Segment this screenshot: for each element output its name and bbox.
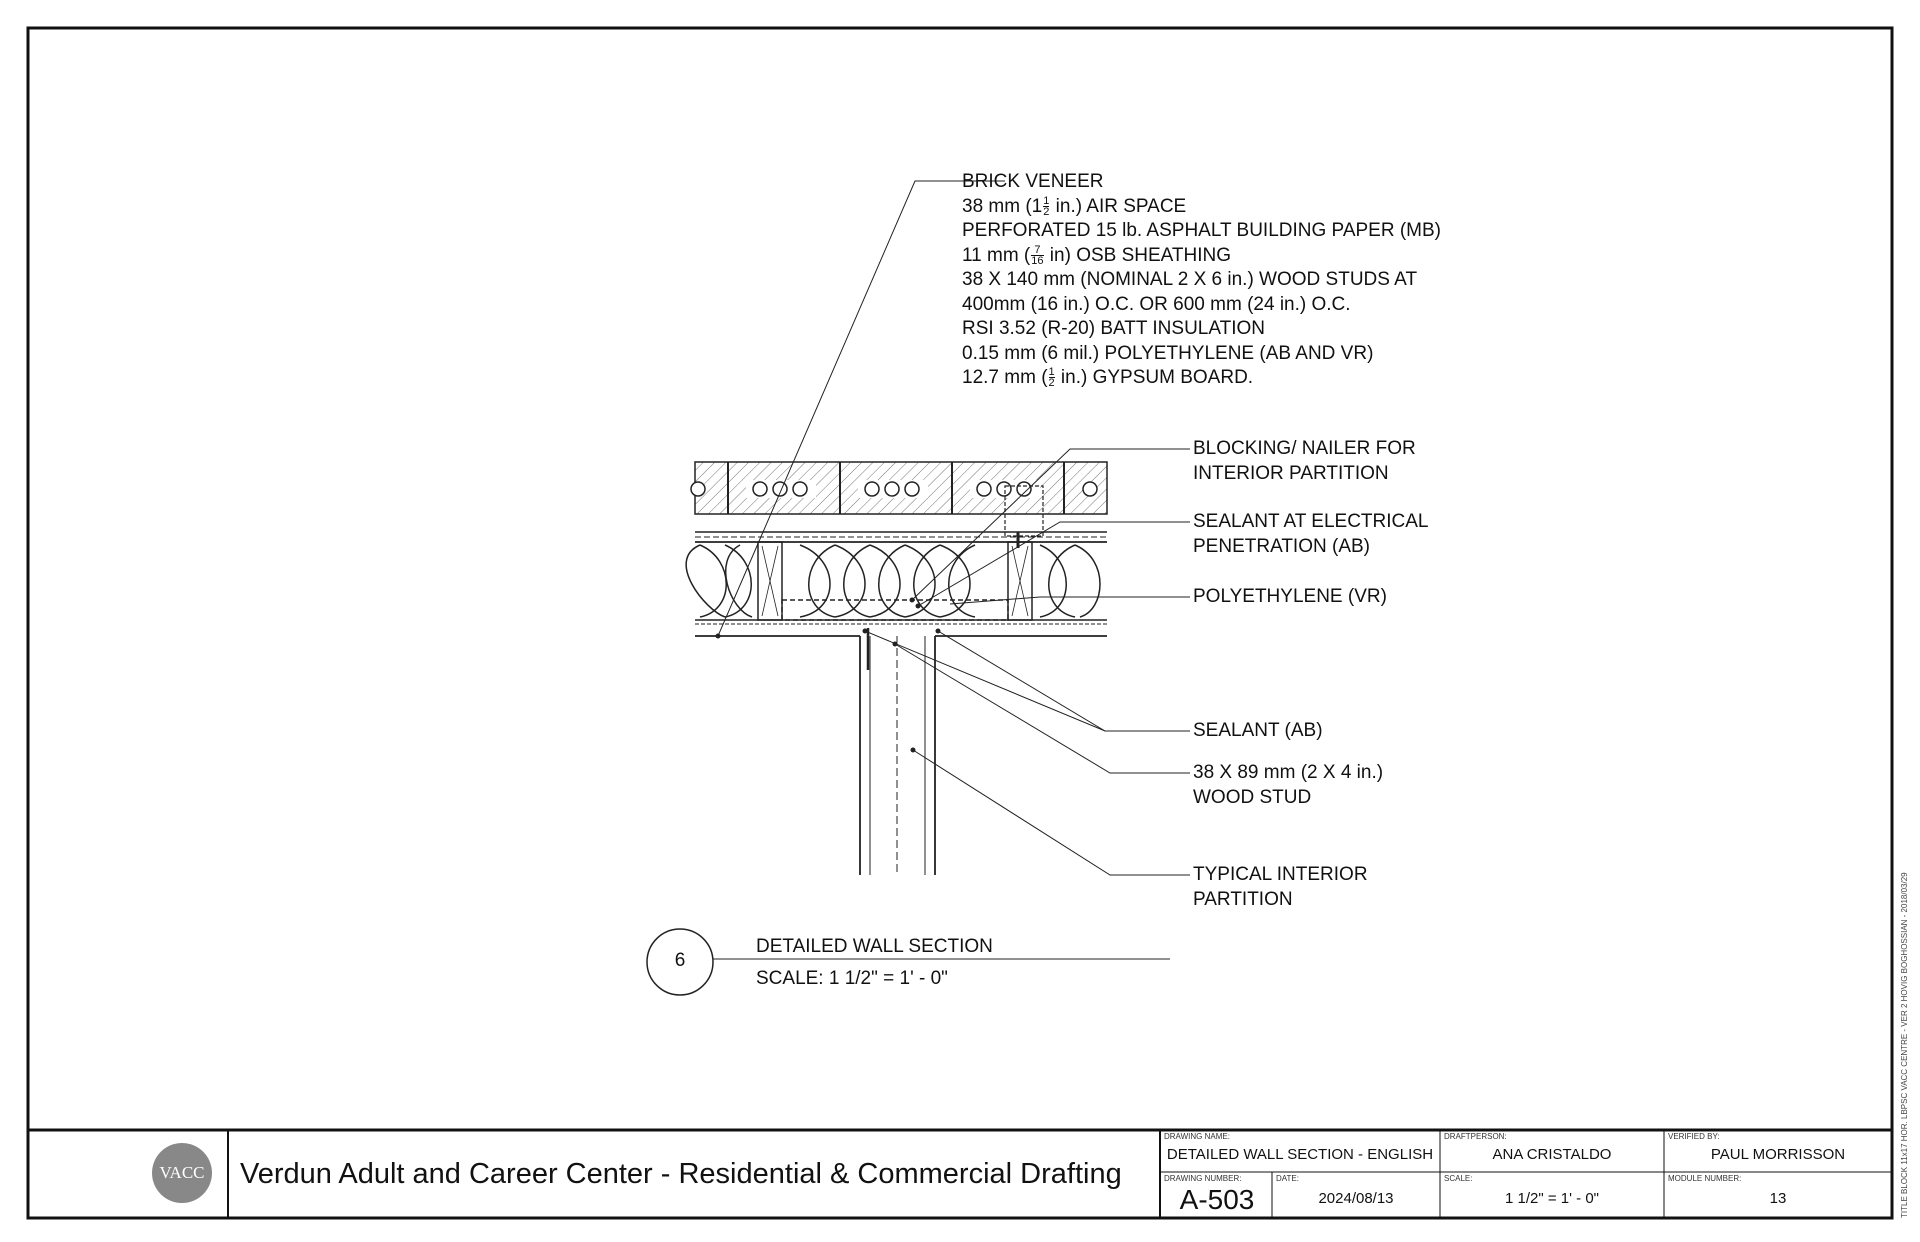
detail-scale: SCALE: 1 1/2" = 1' - 0" (756, 968, 948, 989)
fraction-numerator: 7 (1031, 245, 1043, 256)
callout-blocking-line1: BLOCKING/ NAILER FOR (1193, 438, 1416, 459)
notes-block (962, 170, 1441, 391)
drawing-number: A-503 (1179, 1184, 1255, 1215)
fraction-denominator: 16 (1031, 254, 1044, 267)
fraction-numerator: 1 (1048, 366, 1055, 379)
gypsum-text-end: in.) GYPSUM BOARD. (1055, 367, 1254, 388)
note-studs-1: 38 X 140 mm (NOMINAL 2 X 6 in.) WOOD STUDS AT (962, 269, 1418, 290)
callout-partition-line1: TYPICAL INTERIOR (1193, 864, 1368, 885)
air-space-text: 38 mm (1 (962, 195, 1043, 217)
callout-blocking (1193, 437, 1416, 486)
air-space-text-end: in.) AIR SPACE (1050, 195, 1187, 217)
callout-sealant: SEALANT (AB) (1193, 720, 1323, 741)
fraction (1031, 245, 1043, 266)
fraction (1049, 367, 1055, 388)
note-air-space (962, 195, 1441, 220)
callout-sealant-electrical-line1: SEALANT AT ELECTRICAL (1193, 511, 1429, 532)
note-gypsum (962, 366, 1441, 391)
fraction-denominator: 2 (1043, 205, 1050, 218)
batt-insulation (686, 542, 1107, 620)
callout-sealant-electrical (1193, 510, 1428, 559)
drawing-name-label: DRAWING NAME: (1164, 1132, 1230, 1141)
sheet-border (28, 28, 1892, 1218)
fraction (1043, 196, 1049, 217)
module-number: 13 (1769, 1190, 1787, 1207)
fraction-numerator: 1 (1043, 194, 1050, 207)
scale-label: SCALE: (1444, 1174, 1473, 1183)
date-label: DATE: (1276, 1174, 1299, 1183)
note-osb (962, 244, 1441, 269)
note-polyethylene: 0.15 mm (6 mil.) POLYETHYLENE (AB AND VR) (962, 342, 1374, 364)
logo-text: VACC (159, 1163, 205, 1182)
verified-by: PAUL MORRISSON (1710, 1146, 1846, 1163)
date: 2024/08/13 (1318, 1190, 1394, 1207)
osb-text: 11 mm ( (962, 244, 1031, 266)
osb-text-end: in) OSB SHEATHING (1044, 244, 1232, 266)
callout-partition-line2: PARTITION (1193, 888, 1293, 910)
drawing-name: DETAILED WALL SECTION - ENGLISH (1166, 1146, 1434, 1163)
callout-interior-partition (1193, 863, 1368, 912)
detail-tag-number: 6 (674, 950, 686, 971)
scale: 1 1/2" = 1' - 0" (1505, 1190, 1599, 1207)
gypsum-board (695, 624, 1107, 636)
note-insulation: RSI 3.52 (R-20) BATT INSULATION (962, 318, 1266, 339)
draftperson: ANA CRISTALDO (1492, 1146, 1612, 1163)
sheathing-layers (695, 532, 1107, 542)
draftperson-label: DRAFTPERSON: (1444, 1132, 1507, 1141)
callout-polyethylene: POLYETHYLENE (VR) (1193, 586, 1387, 607)
note-studs-2: 400mm (16 in.) O.C. OR 600 mm (24 in.) O.C. (962, 293, 1351, 315)
interior-partition (860, 628, 935, 875)
fraction-denominator: 2 (1048, 377, 1055, 390)
side-note: TITLE BLOCK 11x17 HOR. LBPSC VACC CENTRE - VER 2 HOVIG BOGHOSSIAN - 2018/03/29 (1900, 872, 1909, 1218)
detail-title: DETAILED WALL SECTION (756, 936, 993, 957)
verified-label: VERIFIED BY: (1668, 1132, 1720, 1141)
callout-blocking-line2: INTERIOR PARTITION (1193, 462, 1389, 484)
school-name: Verdun Adult and Career Center - Residential & Commercial Drafting (240, 1158, 1122, 1190)
module-label: MODULE NUMBER: (1668, 1174, 1742, 1183)
brick-veneer (691, 462, 1107, 514)
drawing-number-label: DRAWING NUMBER: (1164, 1174, 1242, 1183)
note-brick-veneer: BRICK VENEER (962, 171, 1104, 192)
callout-wood-stud-line1: 38 X 89 mm (2 X 4 in.) (1193, 762, 1384, 783)
gypsum-text: 12.7 mm ( (962, 367, 1048, 388)
callout-wood-stud-line2: WOOD STUD (1193, 786, 1312, 808)
callout-sealant-electrical-line2: PENETRATION (AB) (1193, 535, 1370, 557)
callout-wood-stud (1193, 761, 1383, 810)
note-building-paper: PERFORATED 15 lb. ASPHALT BUILDING PAPER (MB) (962, 220, 1441, 241)
